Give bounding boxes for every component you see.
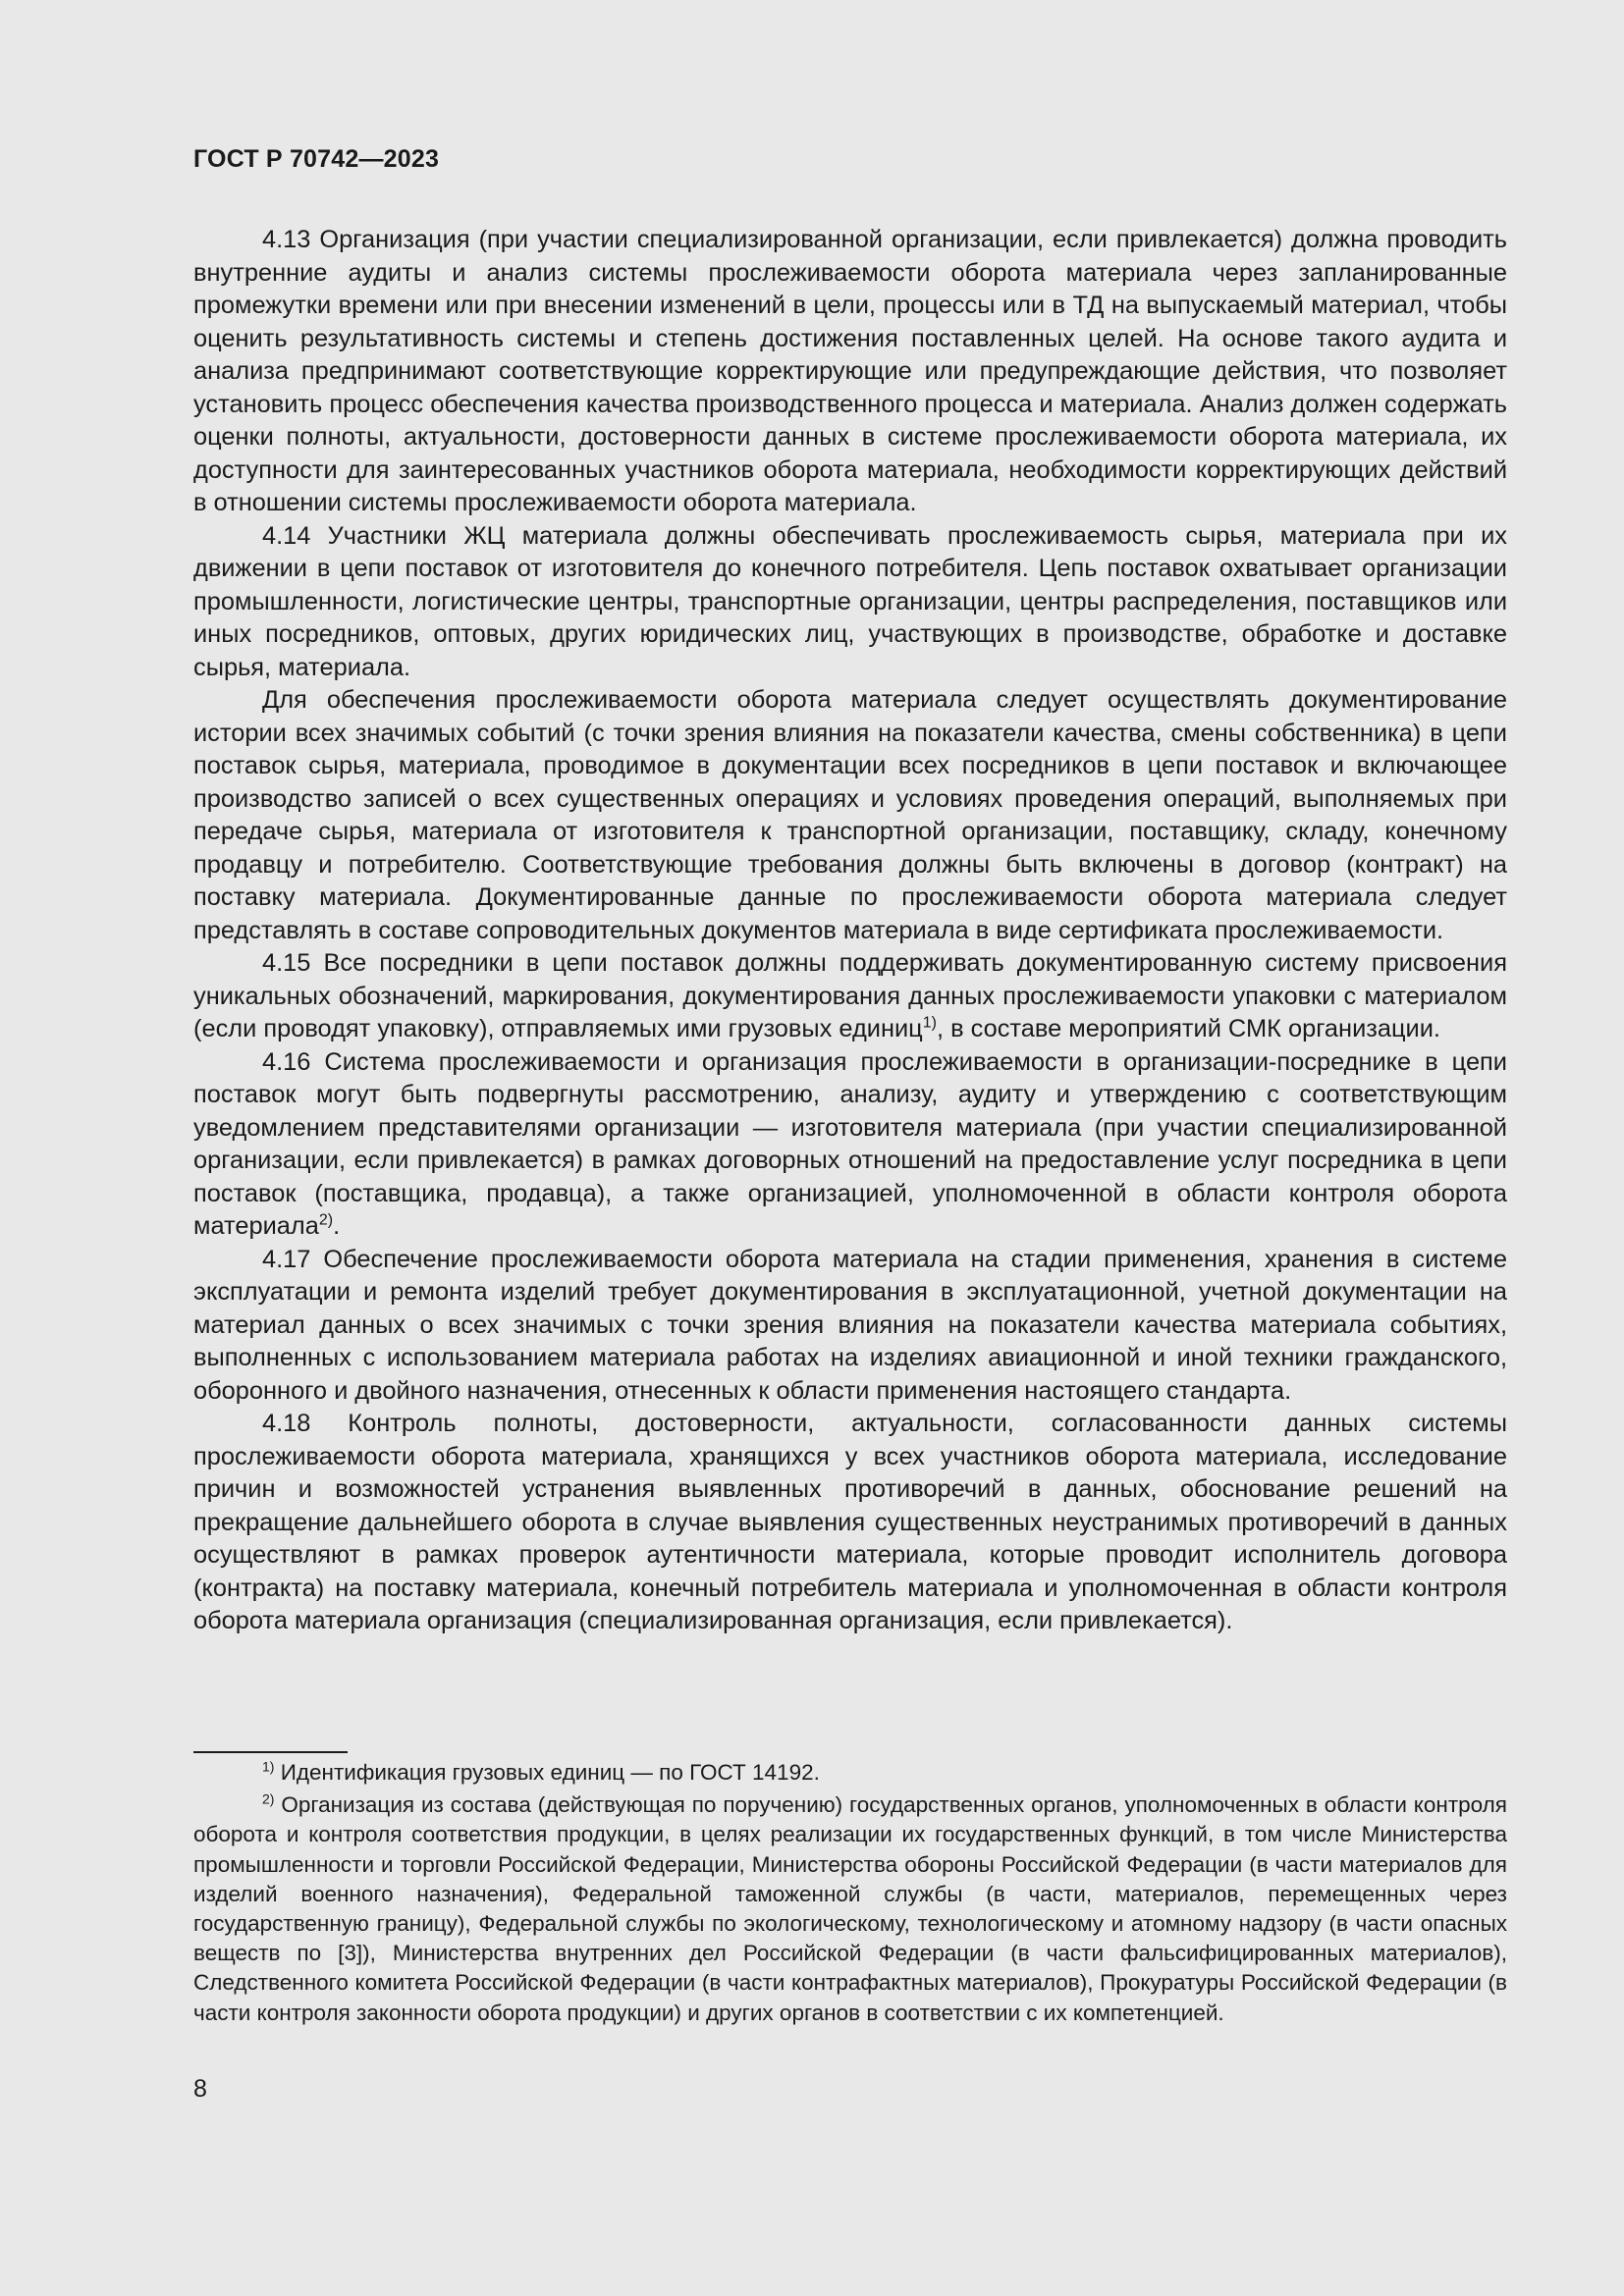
paragraph-4-16-text: 4.16 Система прослеживаемости и организация прослеживаемости в организации-посреднике в цепи поставок могут быть подвергнуты рассмотрению, анализу, аудиту и утверждению с соответствующим уведомлением представителями организации — изготовителя материала (при участии специализированной организации, если привлекается) в рамках договорных отношений на предоставление услуг посредника в цепи поставок (поставщика, продавца), а также организацией, уполномоченной в области контроля оборота материала [193,1047,1507,1240]
footnotes [193,1758,1507,2031]
footnote-ref-1: 1) [922,1014,937,1032]
footnote-2 [193,1790,1507,2028]
footnote-2-mark: 2) [262,1790,275,1807]
paragraph-4-14-continued: Для обеспечения прослеживаемости оборота материала следует осуществлять документирование истории всех значимых событий (с точки зрения влияния на показатели качества, смены собственника) в цепи поставок сырья, материала, проводимое в документации всех посредников в цепи поставок и включающее производство записей о всех существенных операциях и условиях проведения операций, выполняемых при передаче сырья, материала от изготовителя к транспортной организации, поставщику, складу, конечному продавцу и потребителю. Соответствующие требования должны быть включены в договор (контракт) на поставку материала. Документированные данные по прослеживаемости оборота материала следует представлять в составе сопроводительных документов материала в виде сертификата прослеживаемости. [193,686,1507,944]
paragraph-4-15-text: 4.15 Все посредники в цепи поставок должны поддерживать документированную систему присвоения уникальных обозначений, маркирования, документирования данных прослеживаемости упаковки с материалом (если проводят упаковку), отправляемых ими грузовых единиц [193,949,1507,1042]
footnote-separator [193,1751,348,1753]
paragraph-4-18: 4.18 Контроль полноты, достоверности, актуальности, согласованности данных системы прослеживаемости оборота материала, хранящихся у всех участников оборота материала, исследование причин и возможностей устранения выявленных противоречий в данных, обоснование решений на прекращение дальнейшего оборота в случае выявления существенных неустранимых противоречий в данных осуществляют в рамках проверок аутентичности материала, которые проводит исполнитель договора (контракта) на поставку материала, конечный потребитель материала и уполномоченная в области контроля оборота материала организация (специализированная организация, если привлекается). [193,1410,1507,1634]
paragraph-4-13: 4.13 Организация (при участии специализированной организации, если привлекается) должна проводить внутренние аудиты и анализ системы прослеживаемости оборота материала через запланированные промежутки времени или при внесении изменений в цели, процессы или в ТД на выпускаемый материал, чтобы оценить результативность системы и степень достижения поставленных целей. На основе такого аудита и анализа предпринимают соответствующие корректирующие или предупреждающие действия, что позволяет установить процесс обеспечения качества производственного процесса и материала. Анализ должен содержать оценки полноты, актуальности, достоверности данных в системе прослеживаемости оборота материала, их доступности для заинтересованных участников оборота материала, необходимости корректирующих действий в отношении системы прослеживаемости оборота материала. [193,226,1507,516]
footnote-ref-2: 2) [318,1211,334,1229]
paragraph-4-17: 4.17 Обеспечение прослеживаемости оборота материала на стадии применения, хранения в системе эксплуатации и ремонта изделий требует документирования в эксплуатационной, учетной документации на материал данных о всех значимых с точки зрения влияния на показатели качества материала событиях, выполненных с использованием материала работах на изделиях авиационной и иной техники гражданского, оборонного и двойного назначения, отнесенных к области применения настоящего стандарта. [193,1245,1507,1405]
paragraph-4-15 [193,947,1507,1046]
paragraph-4-16 [193,1046,1507,1244]
footnote-2-text: Организация из состава (действующая по поручению) государственных органов, уполномоченных в области контроля оборота и контроля соответствия продукции, в целях реализации их государственных функций, в том числе Министерства промышленности и торговли Российской Федерации, Министерства обороны Российской Федерации (в части материалов для изделий военного назначения), Федеральной таможенной службы (в части, материалов, перемещенных через государственную границу), Федеральной службы по экологическому, технологическому и атомному надзору (в части опасных веществ по [3]), Министерства внутренних дел Российской Федерации (в части фальсифицированных материалов), Следственного комитета Российской Федерации (в части контрафактных материалов), Прокуратуры Российской Федерации (в части контроля законности оборота продукции) и других органов в соответствии с их компетенцией. [193,1792,1507,2025]
page-number: 8 [193,2075,207,2103]
paragraph-4-15-text-end: , в составе мероприятий СМК организации. [936,1015,1440,1042]
paragraph-4-14: 4.14 Участники ЖЦ материала должны обеспечивать прослеживаемость сырья, материала при их движении в цепи поставок от изготовителя до конечного потребителя. Цепь поставок охватывает организации промышленности, логистические центры, транспортные организации, центры распределения, поставщиков или иных посредников, оптовых, других юридических лиц, участвующих в производстве, обработке и доставке сырья, материала. [193,521,1507,681]
body-text [193,224,1507,1638]
footnote-1-mark: 1) [262,1758,275,1775]
paragraph-4-16-text-end: . [333,1212,341,1240]
footnote-1-text: Идентификация грузовых единиц — по ГОСТ 14192. [274,1760,820,1785]
footnote-1 [193,1758,1507,1788]
document-header: ГОСТ Р 70742—2023 [193,145,440,173]
